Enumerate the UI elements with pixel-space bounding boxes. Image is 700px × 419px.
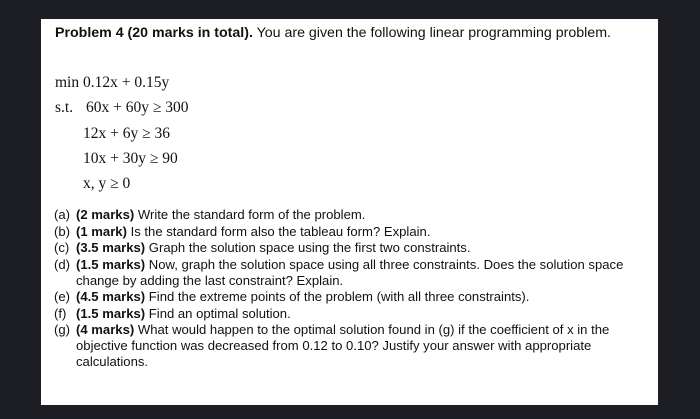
question-marks: (4 marks) — [76, 322, 135, 337]
lp-nonnegativity: x, y ≥ 0 — [83, 175, 131, 192]
question-list — [54, 207, 624, 371]
question-label: (e) — [54, 289, 71, 304]
problem-page — [41, 19, 658, 405]
question-text: Now, graph the solution space using all three constraints. Does the solution space change by adding the last constraint? Explain. — [76, 256, 624, 288]
question-marks: (4.5 marks) — [76, 289, 146, 304]
question-item — [54, 207, 624, 223]
question-marks: (1 mark) — [76, 223, 127, 239]
question-item — [54, 224, 624, 240]
question-text: Graph the solution space using the first two constraints. — [145, 240, 471, 255]
question-text: Is the standard form also the tableau form? Explain. — [126, 223, 431, 239]
question-marks: (1.5 marks) — [76, 305, 146, 321]
question-text: Find an optimal solution. — [145, 305, 291, 321]
question-item — [54, 322, 624, 370]
question-label: (f) — [54, 305, 67, 321]
question-text: What would happen to the optimal solution found in (g) if the coefficient of x in the objective function was decreased from 0.12 to 0.10? Justify your answer with appropriate calculations. — [76, 322, 610, 369]
lp-constraint-3: 10x + 30y ≥ 90 — [83, 150, 178, 167]
lp-st-label: s.t. — [55, 99, 74, 116]
question-text: Write the standard form of the problem. — [134, 207, 366, 222]
question-item — [54, 257, 624, 289]
question-label: (c) — [54, 240, 70, 255]
question-label: (d) — [54, 256, 71, 272]
question-label: (b) — [54, 223, 71, 239]
question-label: (g) — [54, 322, 71, 337]
question-item — [54, 306, 624, 322]
question-marks: (3.5 marks) — [76, 240, 146, 255]
problem-intro-text: You are given the following linear programming problem. — [252, 25, 611, 41]
lp-constraint-1: 60x + 60y ≥ 300 — [86, 99, 189, 116]
problem-intro — [55, 25, 615, 42]
lp-objective: min 0.12x + 0.15y — [55, 74, 170, 91]
question-marks: (1.5 marks) — [76, 256, 146, 272]
problem-title: Problem 4 (20 marks in total). — [55, 25, 253, 41]
question-label: (a) — [54, 207, 71, 222]
question-marks: (2 marks) — [76, 207, 135, 222]
question-item — [54, 240, 624, 256]
lp-constraint-2: 12x + 6y ≥ 36 — [83, 125, 170, 142]
question-item — [54, 289, 624, 305]
question-text: Find the extreme points of the problem (with all three constraints). — [145, 289, 530, 304]
